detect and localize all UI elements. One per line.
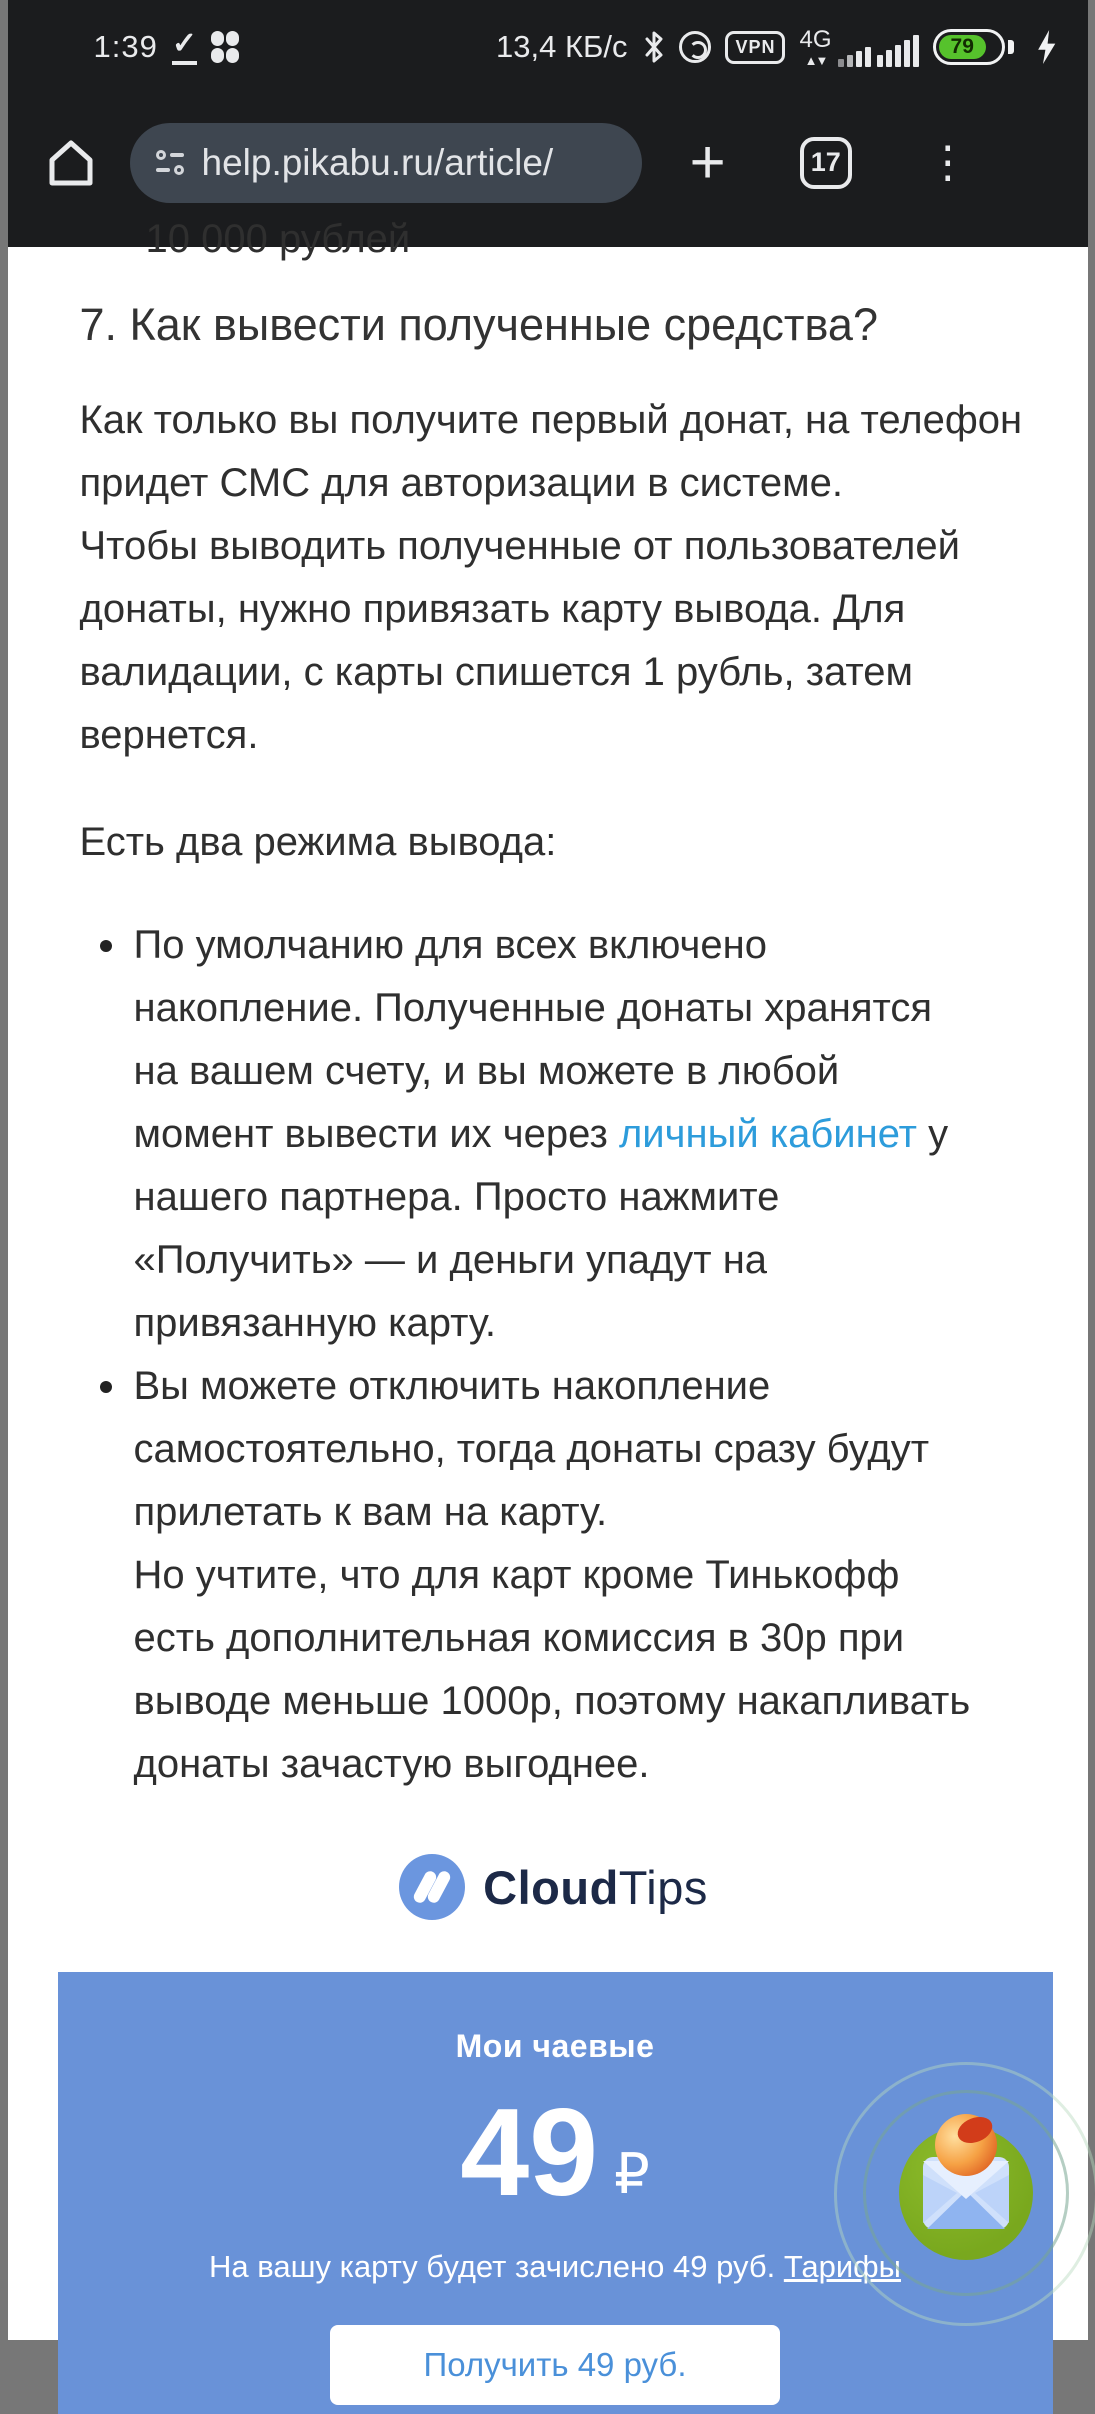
status-bar: [8, 0, 1088, 88]
mail-seal-icon: [935, 2114, 997, 2176]
bullet2-sentence-1: Вы можете отключить накопление самостоятельно, тогда донаты сразу будут прилетать к вам на карту.: [134, 1355, 974, 1544]
bullet1-text-before: По умолчанию для всех включено накопление. Полученные донаты хранятся на вашем счету, и вы можете в любой момент вывести их через: [134, 923, 933, 1156]
mail-fab-button[interactable]: [899, 2126, 1033, 2260]
section-heading: 7. Как вывести полученные средства?: [80, 299, 1028, 351]
site-settings-icon[interactable]: [156, 150, 184, 175]
cloudtips-logo-text: CloudTips: [483, 1860, 708, 1915]
paragraph-1: [80, 389, 1028, 767]
clock: 1:39: [94, 29, 158, 65]
cloudtips-logo-icon: [399, 1854, 465, 1920]
url-bar[interactable]: [130, 123, 642, 203]
withdraw-button[interactable]: Получить 49 руб.: [330, 2325, 780, 2405]
signal-bars-sim2: [877, 35, 919, 67]
data-saver-icon: [679, 31, 711, 63]
bullet1-text-after: у нашего партнера. Просто нажмите «Получить» — и деньги упадут на привязанную карту.: [134, 1112, 949, 1345]
article-content: [8, 217, 1088, 1920]
charging-bolt-icon: [1036, 30, 1058, 64]
ruble-sign: ₽: [614, 2141, 650, 2215]
battery-indicator: [933, 29, 1014, 65]
tab-switcher-button[interactable]: [800, 137, 852, 189]
paragraph-1-sentence-2: Чтобы выводить полученные от пользователей донаты, нужно привязать карту вывода. Для валидации, с карты спишется 1 рубль, затем вернется.: [80, 515, 1028, 767]
tab-count: 17: [811, 147, 841, 178]
bullet2-sentence-2: Но учтите, что для карт кроме Тинькофф есть дополнительная комиссия в 30р при выводе меньше 1000р, поэтому накапливать донаты зачастую выгоднее.: [134, 1544, 974, 1796]
signal-bars-sim1: [838, 47, 871, 67]
battery-percent: 79: [951, 35, 974, 59]
cloudtips-logo: [80, 1854, 1028, 1920]
list-item-direct-payout: [94, 1355, 974, 1796]
home-button[interactable]: [42, 134, 100, 192]
new-tab-button[interactable]: +: [690, 132, 726, 194]
tips-amount-value: 49: [460, 2091, 598, 2215]
traffic-arrows-icon: ▲▼: [805, 54, 827, 67]
cellular-signal: [799, 28, 918, 67]
modes-list: [80, 914, 1028, 1796]
personal-account-link[interactable]: личный кабинет: [619, 1112, 917, 1156]
bluetooth-icon: [643, 30, 665, 64]
app-dots-icon: [211, 31, 239, 63]
tips-widget-title: Мои чаевые: [58, 2028, 1053, 2065]
lead-line: Есть два режима вывода:: [80, 811, 1028, 874]
tariffs-link[interactable]: Тарифы: [784, 2249, 901, 2284]
url-text[interactable]: help.pikabu.ru/article/: [202, 142, 554, 184]
network-type-label: 4G: [799, 28, 831, 52]
tips-caption: На вашу карту будет зачислено 49 руб. Тарифы: [58, 2249, 1053, 2285]
sync-check-icon: ✓: [172, 29, 197, 65]
menu-button[interactable]: ⋮: [926, 137, 970, 188]
paragraph-1-sentence-1: Как только вы получите первый донат, на телефон придет СМС для авторизации в системе.: [80, 389, 1028, 515]
list-item-accumulation: [94, 914, 974, 1355]
phone-screen: [8, 0, 1088, 2340]
network-speed: 13,4 КБ/с: [496, 29, 627, 65]
vpn-badge: VPN: [725, 31, 785, 64]
clipped-text-line: 10 000 рублей: [146, 217, 1028, 233]
